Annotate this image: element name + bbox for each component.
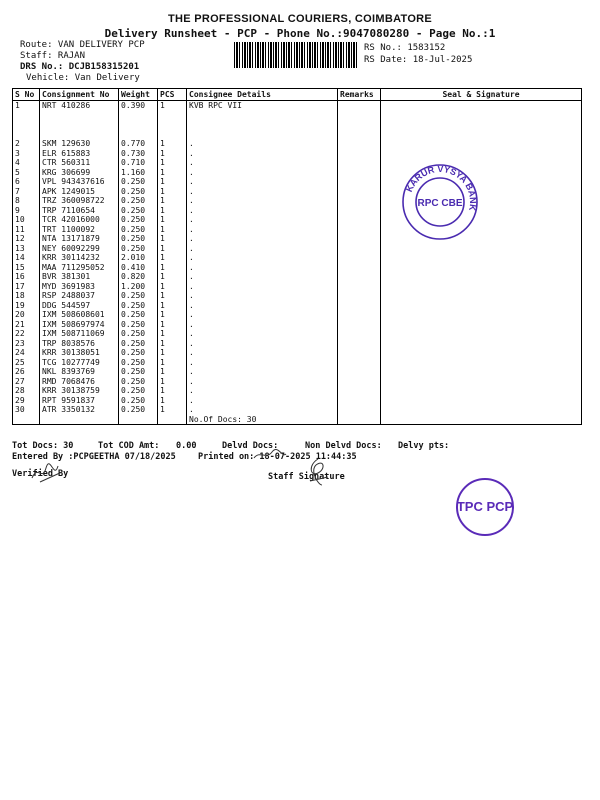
table-row [13,272,582,282]
row-remarks [338,386,381,396]
staff-signature-label: Staff Signature [268,472,345,482]
row-pcs: 1 [158,263,187,273]
row-consignment: MAA 711295052 [40,263,119,273]
row-sno: 28 [13,386,40,396]
row-weight: 0.710 [119,158,158,168]
row-pcs: 1 [158,405,187,415]
row-pcs: 1 [158,339,187,349]
row-remarks [338,320,381,330]
bank-stamp-text: KARUR VYSYA BANK [404,163,479,212]
row-consignee: . [187,149,338,159]
row-weight: 0.250 [119,348,158,358]
row-remarks [338,282,381,292]
row-pcs: 1 [158,310,187,320]
table-row [13,320,582,330]
delvy-pts: Delvy pts: [398,441,450,451]
row-weight: 0.250 [119,339,158,349]
row-remarks [338,358,381,368]
row-weight: 0.410 [119,263,158,273]
row-sno: 12 [13,234,40,244]
row-weight: 0.250 [119,244,158,254]
row-sno: 24 [13,348,40,358]
row-pcs: 1 [158,158,187,168]
row-weight: 0.250 [119,187,158,197]
row-consignee: . [187,263,338,273]
tpc-stamp-text: TPC PCP [456,499,514,514]
row-remarks [338,187,381,197]
row-sno: 25 [13,358,40,368]
row-sno: 16 [13,272,40,282]
row-consignment: NRT 410286 [40,101,119,140]
row-remarks [338,101,381,140]
row-sno: 7 [13,187,40,197]
row-weight: 0.250 [119,358,158,368]
row-pcs: 1 [158,396,187,406]
row-weight: 0.250 [119,215,158,225]
row-consignment: TRZ 360098722 [40,196,119,206]
table-row [13,405,582,415]
col-pcs: PCS [158,89,187,101]
row-remarks [338,139,381,149]
row-weight: 0.250 [119,206,158,216]
row-sno: 3 [13,149,40,159]
row-weight: 1.160 [119,168,158,178]
row-seal [381,253,582,263]
table-row [13,149,582,159]
row-sno: 14 [13,253,40,263]
bank-stamp-inner: RPC CBE [417,198,463,209]
col-sno: S No [13,89,40,101]
footer-cell [158,415,187,425]
table-header-row [13,89,582,101]
row-remarks [338,405,381,415]
row-sno: 8 [13,196,40,206]
row-consignee: . [187,320,338,330]
row-consignment: IXM 508697974 [40,320,119,330]
row-pcs: 1 [158,139,187,149]
row-pcs: 1 [158,253,187,263]
table-row [13,253,582,263]
row-seal [381,272,582,282]
row-pcs: 1 [158,377,187,387]
row-sno: 4 [13,158,40,168]
row-sno: 22 [13,329,40,339]
row-weight: 0.770 [119,139,158,149]
table-row [13,177,582,187]
row-consignment: NKL 8393769 [40,367,119,377]
footer-cell [40,415,119,425]
table-row [13,339,582,349]
row-consignment: TCG 10277749 [40,358,119,368]
vehicle-label: Vehicle: Van Delivery [26,73,140,83]
drs-number: DRS No.: DCJB158315201 [20,62,140,72]
row-pcs: 1 [158,386,187,396]
tot-cod-value: 0.00 [176,441,197,451]
row-remarks [338,263,381,273]
row-consignment: TCR 42016000 [40,215,119,225]
table-row [13,377,582,387]
row-weight: 0.250 [119,291,158,301]
non-delvd-docs: Non Delvd Docs: [305,441,382,451]
company-title: THE PROFESSIONAL COURIERS, COIMBATORE [167,13,433,25]
row-consignment: TRP 8038576 [40,339,119,349]
table-row [13,196,582,206]
row-pcs: 1 [158,329,187,339]
row-consignee: . [187,244,338,254]
row-weight: 0.250 [119,377,158,387]
row-remarks [338,234,381,244]
footer-cell [381,415,582,425]
row-sno: 13 [13,244,40,254]
row-consignment: RPT 9591837 [40,396,119,406]
row-seal [381,358,582,368]
row-consignee: . [187,206,338,216]
row-consignee: . [187,358,338,368]
row-seal [381,282,582,292]
row-seal [381,139,582,149]
row-consignee: . [187,310,338,320]
bank-seal-stamp [400,162,480,242]
row-remarks [338,225,381,235]
row-sno: 10 [13,215,40,225]
row-sno: 1 [13,101,40,140]
row-consignee: . [187,377,338,387]
row-consignment: NEY 60092299 [40,244,119,254]
row-weight: 0.250 [119,225,158,235]
table-row [13,263,582,273]
row-remarks [338,158,381,168]
row-consignee: . [187,177,338,187]
row-seal [381,301,582,311]
verified-by: Verified By [12,469,69,479]
entered-by: Entered By :PCPGEETHA 07/18/2025 [12,452,176,462]
row-pcs: 1 [158,244,187,254]
row-consignment: CTR 560311 [40,158,119,168]
row-consignee: . [187,168,338,178]
table-footer-row [13,415,582,425]
row-consignment: IXM 508711069 [40,329,119,339]
row-pcs: 1 [158,301,187,311]
row-consignment: SKM 129630 [40,139,119,149]
table-row [13,101,582,140]
staff-label: Staff: RAJAN [20,51,86,61]
row-remarks [338,367,381,377]
footer-cell [13,415,40,425]
delvd-docs: Delvd Docs: [222,441,279,451]
row-pcs: 1 [158,177,187,187]
row-consignment: BVR 381301 [40,272,119,282]
table-row [13,310,582,320]
row-weight: 1.200 [119,282,158,292]
row-sno: 23 [13,339,40,349]
row-consignment: VPL 943437616 [40,177,119,187]
row-remarks [338,253,381,263]
barcode [234,42,358,68]
row-weight: 0.250 [119,320,158,330]
row-sno: 30 [13,405,40,415]
row-pcs: 1 [158,149,187,159]
row-consignee: . [187,158,338,168]
table-row [13,348,582,358]
row-remarks [338,377,381,387]
row-pcs: 1 [158,101,187,140]
row-weight: 0.730 [119,149,158,159]
row-weight: 0.390 [119,101,158,140]
row-remarks [338,215,381,225]
row-remarks [338,168,381,178]
rs-number: RS No.: 1583152 [364,43,446,53]
col-consignment: Consignment No [40,89,119,101]
row-sno: 19 [13,301,40,311]
tot-cod-label: Tot COD Amt: [98,441,160,451]
table-row [13,367,582,377]
row-pcs: 1 [158,358,187,368]
row-sno: 9 [13,206,40,216]
row-pcs: 1 [158,282,187,292]
row-pcs: 1 [158,272,187,282]
row-seal [381,386,582,396]
row-remarks [338,149,381,159]
table-row [13,282,582,292]
row-seal [381,367,582,377]
row-consignment: KRR 30114232 [40,253,119,263]
row-pcs: 1 [158,187,187,197]
row-weight: 0.820 [119,272,158,282]
row-consignee: . [187,139,338,149]
row-weight: 0.250 [119,177,158,187]
row-sno: 5 [13,168,40,178]
row-consignee: . [187,386,338,396]
row-seal [381,405,582,415]
row-weight: 2.010 [119,253,158,263]
footer-cell [119,415,158,425]
row-sno: 20 [13,310,40,320]
row-consignee: . [187,215,338,225]
row-seal [381,310,582,320]
table-row [13,244,582,254]
row-consignee: . [187,301,338,311]
row-consignee: . [187,339,338,349]
table-row [13,329,582,339]
row-remarks [338,196,381,206]
row-remarks [338,339,381,349]
col-weight: Weight [119,89,158,101]
staff-signature [300,455,336,491]
table-row [13,358,582,368]
row-weight: 0.250 [119,396,158,406]
row-seal [381,377,582,387]
row-consignment: RMD 7068476 [40,377,119,387]
row-consignment: RSP 2488037 [40,291,119,301]
row-consignee: . [187,225,338,235]
row-weight: 0.250 [119,367,158,377]
row-sno: 17 [13,282,40,292]
table-row [13,225,582,235]
no-of-docs: No.Of Docs: 30 [187,415,338,425]
verified-signature [28,460,68,486]
table-row [13,301,582,311]
tot-docs: Tot Docs: 30 [12,441,74,451]
row-pcs: 1 [158,234,187,244]
row-consignee: . [187,405,338,415]
table-row [13,215,582,225]
row-seal [381,329,582,339]
col-seal-signature: Seal & Signature [381,89,582,101]
row-pcs: 1 [158,367,187,377]
row-pcs: 1 [158,291,187,301]
row-sno: 2 [13,139,40,149]
row-seal [381,263,582,273]
col-consignee: Consignee Details [187,89,338,101]
printed-signature [252,448,288,462]
row-pcs: 1 [158,348,187,358]
row-consignee: . [187,291,338,301]
row-remarks [338,177,381,187]
row-pcs: 1 [158,168,187,178]
row-sno: 27 [13,377,40,387]
row-consignee: . [187,187,338,197]
row-remarks [338,206,381,216]
row-consignee: . [187,348,338,358]
row-weight: 0.250 [119,329,158,339]
row-consignment: IXM 508608601 [40,310,119,320]
row-pcs: 1 [158,215,187,225]
row-remarks [338,310,381,320]
row-consignee: . [187,196,338,206]
row-consignment: ATR 3350132 [40,405,119,415]
row-consignment: DDG 544597 [40,301,119,311]
row-consignee: . [187,272,338,282]
footer-cell [338,415,381,425]
row-pcs: 1 [158,225,187,235]
col-remarks: Remarks [338,89,381,101]
row-consignee: . [187,367,338,377]
row-remarks [338,244,381,254]
row-consignment: APK 1249015 [40,187,119,197]
row-remarks [338,301,381,311]
row-consignment: TRT 1100092 [40,225,119,235]
table-row [13,139,582,149]
table-row [13,158,582,168]
row-remarks [338,348,381,358]
table-row [13,234,582,244]
row-weight: 0.250 [119,301,158,311]
row-sno: 21 [13,320,40,330]
row-seal [381,339,582,349]
table-row [13,168,582,178]
row-remarks [338,329,381,339]
row-sno: 15 [13,263,40,273]
row-weight: 0.250 [119,386,158,396]
table-row [13,206,582,216]
runsheet-table [12,88,582,425]
row-consignee: . [187,329,338,339]
row-sno: 11 [13,225,40,235]
row-remarks [338,291,381,301]
row-sno: 6 [13,177,40,187]
table-row [13,187,582,197]
row-pcs: 1 [158,196,187,206]
row-weight: 0.250 [119,234,158,244]
row-sno: 18 [13,291,40,301]
row-sno: 29 [13,396,40,406]
table-row [13,386,582,396]
row-consignment: NTA 13171879 [40,234,119,244]
row-consignment: KRR 30138759 [40,386,119,396]
row-consignee: KVB RPC VII [187,101,338,140]
row-weight: 0.250 [119,196,158,206]
row-pcs: 1 [158,206,187,216]
row-consignee: . [187,282,338,292]
row-consignment: KRR 30138051 [40,348,119,358]
row-consignment: ELR 615883 [40,149,119,159]
table-row [13,396,582,406]
row-remarks [338,396,381,406]
tpc-stamp [454,476,516,538]
row-seal [381,101,582,140]
row-seal [381,244,582,254]
table-row [13,291,582,301]
row-consignment: KRG 306699 [40,168,119,178]
row-seal [381,291,582,301]
row-weight: 0.250 [119,310,158,320]
row-consignee: . [187,253,338,263]
row-consignment: MYD 3691983 [40,282,119,292]
row-seal [381,149,582,159]
printed-on: Printed on: 18-07-2025 11:44:35 [198,452,357,462]
row-remarks [338,272,381,282]
row-pcs: 1 [158,320,187,330]
rs-date: RS Date: 18-Jul-2025 [364,55,473,65]
row-consignee: . [187,234,338,244]
route-label: Route: VAN DELIVERY PCP [20,40,145,50]
row-sno: 26 [13,367,40,377]
row-consignment: TRP 7110654 [40,206,119,216]
runsheet-subtitle: Delivery Runsheet - PCP - Phone No.:9047080280 - Page No.:1 [104,27,496,40]
row-seal [381,348,582,358]
row-weight: 0.250 [119,405,158,415]
row-seal [381,396,582,406]
row-consignee: . [187,396,338,406]
row-seal [381,320,582,330]
